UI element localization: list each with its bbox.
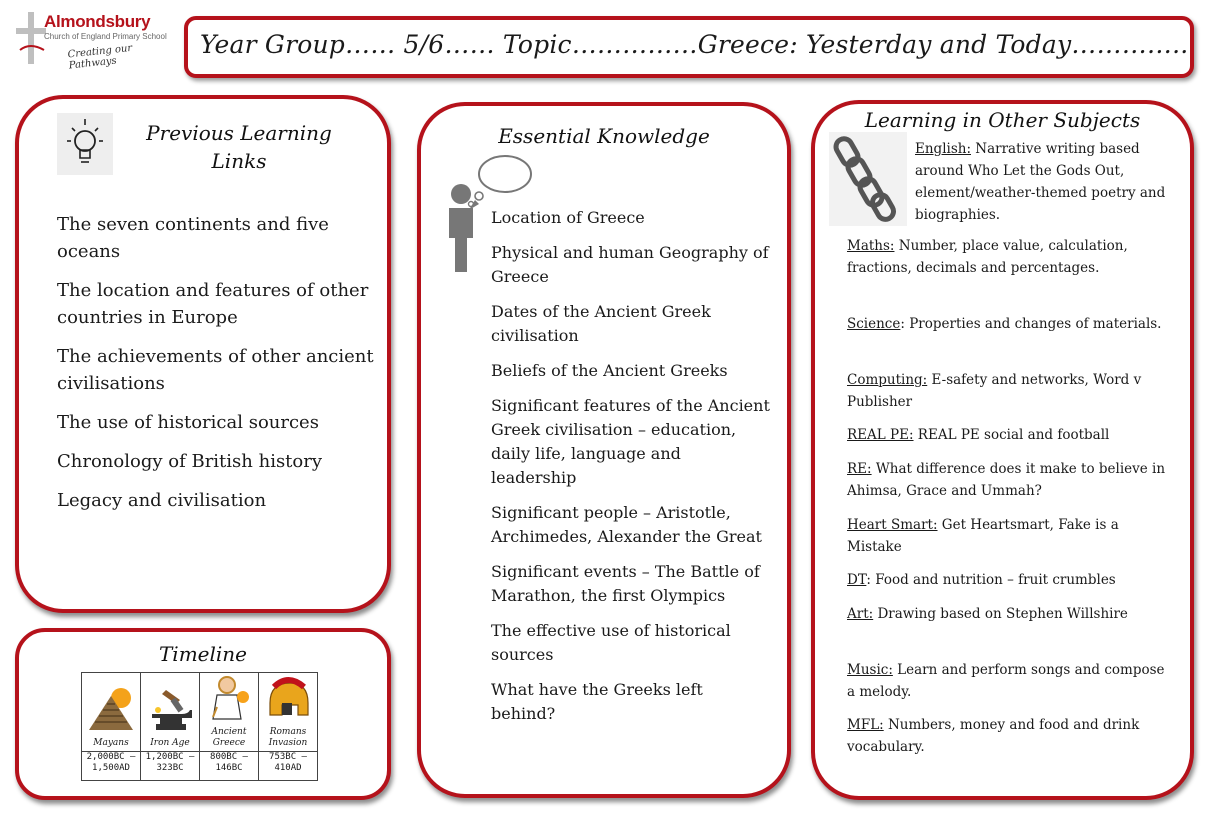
subject-heart-smart	[847, 514, 1167, 558]
subject-text: Numbers, money and food and drink vocabulary.	[847, 717, 1140, 755]
header-text: Year Group…… 5/6…… Topic……………Greece: Yesterday and Today…………..	[200, 30, 1189, 59]
school-subtitle: Church of England Primary School	[44, 32, 167, 41]
timeline-label: Iron Age	[150, 738, 190, 748]
list-item: Significant features of the Ancient Greek civilisation – education, daily life, language and leadership	[491, 396, 770, 487]
timeline-cell-iron-age	[141, 673, 200, 752]
greek-figure-icon	[203, 673, 255, 723]
timeline-date: 800BC – 146BC	[200, 752, 259, 781]
school-name: Almondsbury	[44, 12, 151, 31]
essential-knowledge-list	[491, 206, 771, 737]
subject-music	[847, 659, 1167, 703]
subject-text: Number, place value, calculation, fractions, decimals and percentages.	[847, 238, 1128, 276]
school-logo	[14, 10, 174, 72]
previous-learning-panel	[15, 95, 391, 613]
essential-knowledge-title: Essential Knowledge	[498, 124, 710, 148]
subject-name: MFL:	[847, 717, 884, 733]
subject-name: DT	[847, 572, 867, 588]
subject-text: E-safety and networks, Word v Publisher	[847, 372, 1142, 410]
subject-text: What difference does it make to believe in Ahimsa, Grace and Ummah?	[847, 461, 1166, 499]
other-subjects-panel	[811, 100, 1194, 800]
list-item: What have the Greeks left behind?	[491, 680, 703, 723]
timeline-title: Timeline	[158, 642, 248, 666]
subject-text: : Properties and changes of materials.	[900, 316, 1162, 332]
timeline-date: 753BC – 410AD	[259, 752, 318, 781]
cross-logo-icon	[14, 10, 48, 66]
subject-re	[847, 458, 1167, 502]
subject-name: Art:	[847, 606, 874, 622]
subject-name: RE:	[847, 461, 872, 477]
list-item: The location and features of other countries in Europe	[57, 280, 369, 328]
subject-text: Learn and perform songs and compose a melody.	[847, 662, 1165, 700]
subject-name: Heart Smart:	[847, 517, 938, 533]
anvil-icon	[144, 684, 196, 734]
list-item: Chronology of British history	[57, 451, 323, 472]
timeline-date: 1,200BC – 323BC	[141, 752, 200, 781]
list-item: Dates of the Ancient Greek civilisation	[491, 302, 711, 345]
subject-text: Get Heartsmart, Fake is a Mistake	[847, 517, 1119, 555]
header-box	[184, 16, 1194, 78]
essential-knowledge-panel	[417, 102, 791, 798]
list-item: The effective use of historical sources	[491, 621, 731, 664]
timeline-label: Romans Invasion	[268, 727, 308, 748]
subject-name: Computing:	[847, 372, 928, 388]
list-item: Significant events – The Battle of Marathon, the first Olympics	[491, 562, 760, 605]
chain-link-icon	[829, 132, 907, 226]
other-subjects-title: Learning in Other Subjects	[864, 108, 1141, 132]
subject-real-pe	[847, 424, 1177, 446]
subject-mfl	[847, 714, 1167, 758]
subject-computing	[847, 369, 1167, 413]
timeline-date: 2,000BC – 1,500AD	[82, 752, 141, 781]
subject-science	[847, 313, 1167, 335]
timeline-cell-romans	[259, 673, 318, 752]
list-item: The achievements of other ancient civilisations	[57, 346, 374, 394]
previous-learning-title: Previous Learning Links	[146, 121, 332, 173]
subject-english	[915, 138, 1175, 226]
timeline-table	[81, 672, 318, 781]
list-item: The seven continents and five oceans	[57, 214, 329, 262]
subject-name: English:	[915, 141, 971, 157]
previous-learning-list	[57, 211, 377, 526]
list-item: Significant people – Aristotle, Archimedes, Alexander the Great	[491, 503, 762, 546]
list-item: Beliefs of the Ancient Greeks	[491, 361, 728, 380]
subject-text: REAL PE social and football	[913, 427, 1110, 443]
list-item: Legacy and civilisation	[57, 490, 267, 511]
subject-name: Music:	[847, 662, 893, 678]
timeline-label: Mayans	[93, 738, 129, 748]
list-item: Location of Greece	[491, 208, 645, 227]
subject-text: Drawing based on Stephen Willshire	[873, 606, 1128, 622]
school-motto: Creating our Pathways	[67, 42, 133, 72]
roman-helmet-icon	[262, 673, 314, 723]
subject-text: Narrative writing based around Who Let the Gods Out, element/weather-themed poetry and biographies.	[915, 141, 1166, 223]
subject-text: : Food and nutrition – fruit crumbles	[866, 572, 1116, 588]
pyramid-icon	[85, 684, 137, 734]
lightbulb-icon	[57, 113, 113, 175]
subject-name: Science	[847, 316, 901, 332]
subject-dt	[847, 569, 1177, 591]
subject-name: REAL PE:	[847, 427, 914, 443]
timeline-label: Ancient Greece	[211, 727, 247, 748]
timeline-cell-mayans	[82, 673, 141, 752]
subject-maths	[847, 235, 1167, 279]
list-item: Physical and human Geography of Greece	[491, 243, 769, 286]
timeline-cell-ancient-greece	[200, 673, 259, 752]
list-item: The use of historical sources	[57, 412, 319, 433]
subject-art	[847, 603, 1147, 625]
timeline-panel	[15, 628, 391, 800]
subject-name: Maths:	[847, 238, 895, 254]
